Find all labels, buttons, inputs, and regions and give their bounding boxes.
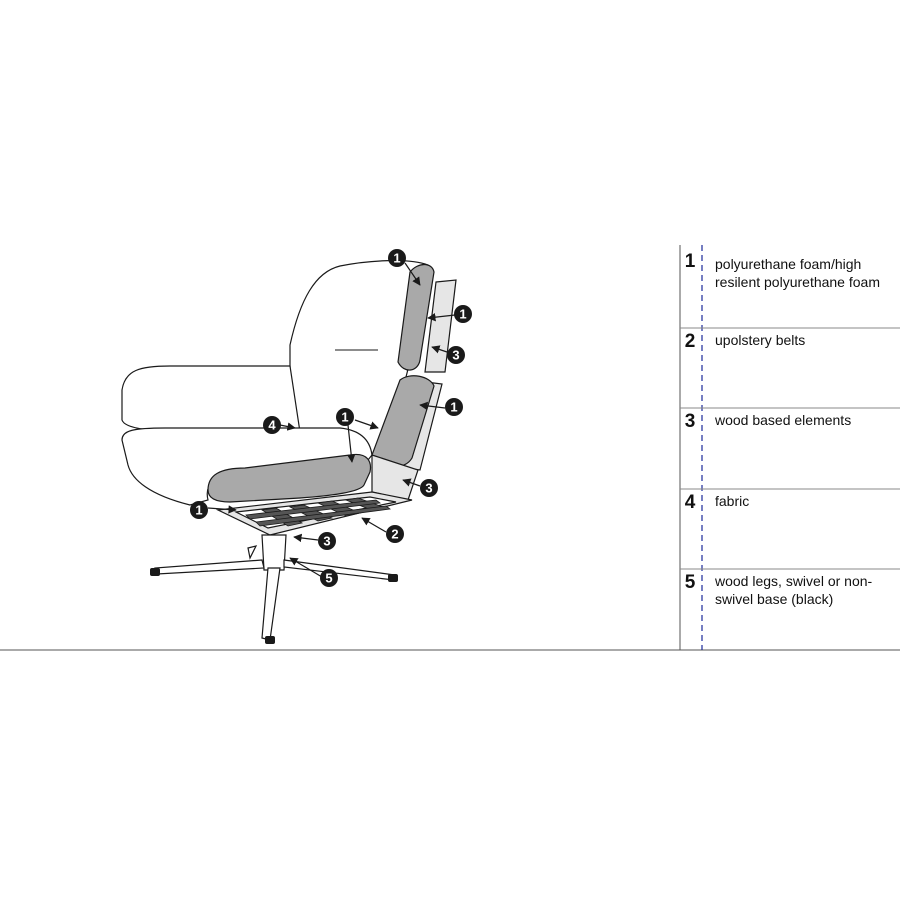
callout-label: 3 — [425, 480, 433, 496]
legend-number: 5 — [684, 572, 696, 593]
callout-label: 2 — [391, 526, 399, 542]
callout-label: 1 — [459, 306, 467, 322]
callout-label: 1 — [450, 399, 458, 415]
callout-3-upper-board — [447, 346, 465, 364]
callout-1-top — [388, 249, 406, 267]
legend-description: wood legs, swivel or non-swivel base (black) — [715, 573, 873, 607]
callout-2-belts — [386, 525, 404, 543]
callout-label: 4 — [268, 417, 276, 433]
legend-number: 4 — [684, 492, 696, 513]
callout-5-base — [320, 569, 338, 587]
callout-label: 1 — [393, 250, 401, 266]
callout-1-seat-back — [336, 408, 354, 426]
callout-1-upper-back — [454, 305, 472, 323]
swivel-base — [155, 535, 395, 640]
legend-table — [680, 245, 900, 650]
callout-label: 5 — [325, 570, 333, 586]
legend-description: fabric — [715, 493, 750, 509]
legend-description: polyurethane foam/high resilent polyurethane foam — [715, 256, 880, 290]
callout-label: 1 — [195, 502, 203, 518]
legend-number: 3 — [684, 411, 696, 432]
callout-4-fabric — [263, 416, 281, 434]
callout-1-lower-back — [445, 398, 463, 416]
callout-label: 1 — [341, 409, 349, 425]
callout-label: 3 — [452, 347, 460, 363]
legend-description: wood based elements — [715, 412, 852, 428]
callout-3-seat-frame-side — [420, 479, 438, 497]
callout-3-base-plate — [318, 532, 336, 550]
callout-label: 3 — [323, 533, 331, 549]
legend-number: 1 — [684, 251, 696, 272]
legend-description: upolstery belts — [715, 332, 806, 348]
callout-1-seat-frame — [190, 501, 208, 519]
legend-number: 2 — [684, 331, 696, 352]
